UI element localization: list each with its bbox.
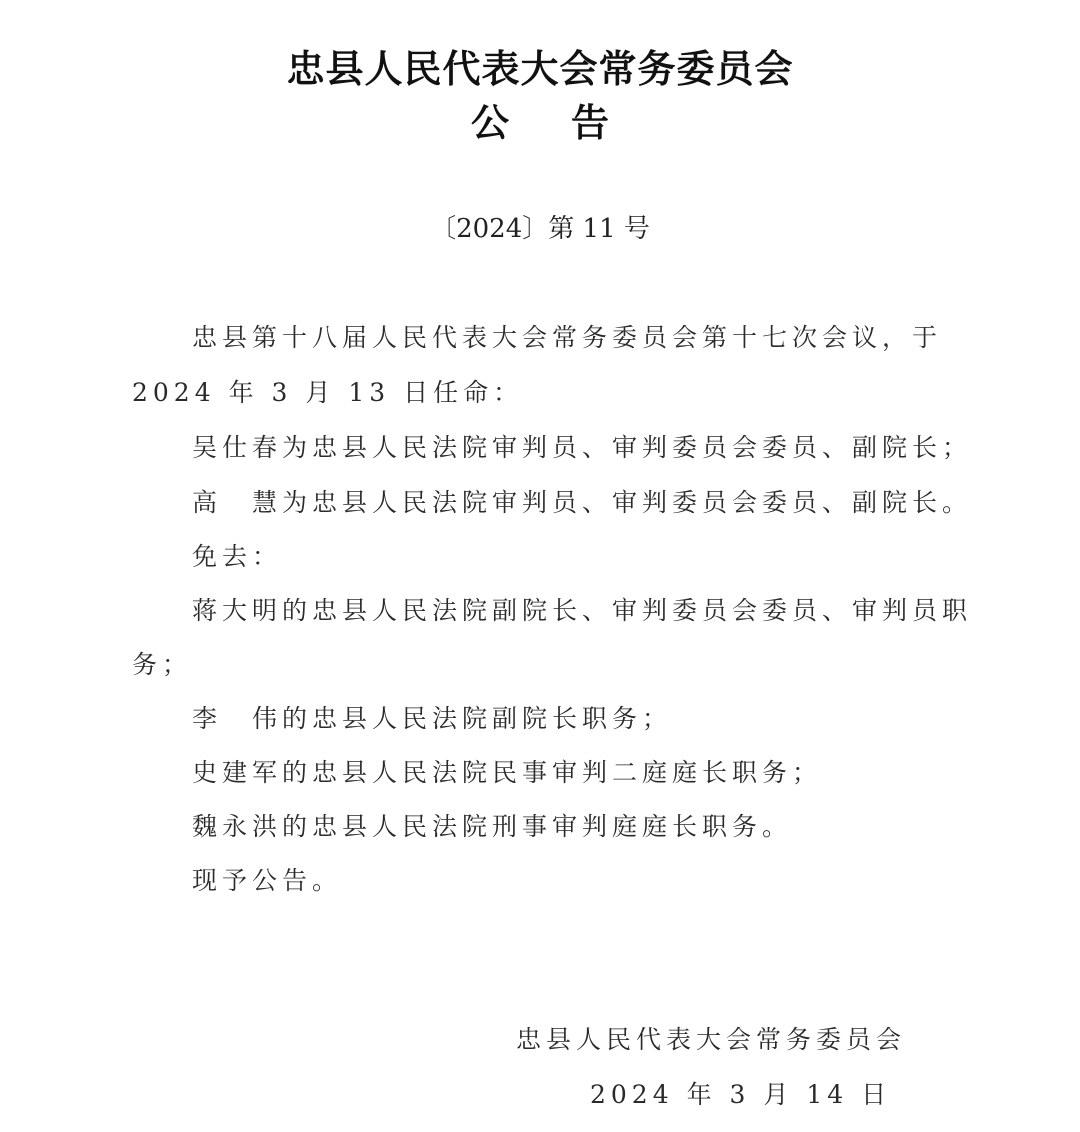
removal-item-continuation: 务； (132, 650, 193, 679)
removal-heading: 免去： (192, 542, 283, 571)
document-subtitle: 公告 (470, 100, 671, 145)
removal-item: 魏永洪的忠县人民法院刑事审判庭庭长职务。 (192, 812, 793, 841)
appointment-item: 高 慧为忠县人民法院审判员、审判委员会委员、副院长。 (192, 488, 973, 517)
closing-statement: 现予公告。 (192, 866, 343, 895)
document-number: 〔2024〕第 11 号 (430, 214, 650, 244)
appointment-item: 吴仕春为忠县人民法院审判员、审判委员会委员、副院长； (192, 433, 973, 462)
removal-item: 史建军的忠县人民法院民事审判二庭庭长职务； (192, 758, 823, 787)
removal-item: 李 伟的忠县人民法院副院长职务； (192, 704, 673, 733)
document-title: 忠县人民代表大会常务委员会 (286, 46, 794, 91)
intro-text-line2: 2024 年 3 月 13 日任命： (132, 378, 524, 407)
removal-item: 蒋大明的忠县人民法院副院长、审判委员会委员、审判员职 (192, 596, 973, 625)
intro-text-line1: 忠县第十八届人民代表大会常务委员会第十七次会议，于 (192, 323, 943, 352)
signature-date: 2024 年 3 月 14 日 (590, 1080, 892, 1109)
signature-issuer: 忠县人民代表大会常务委员会 (516, 1025, 907, 1054)
